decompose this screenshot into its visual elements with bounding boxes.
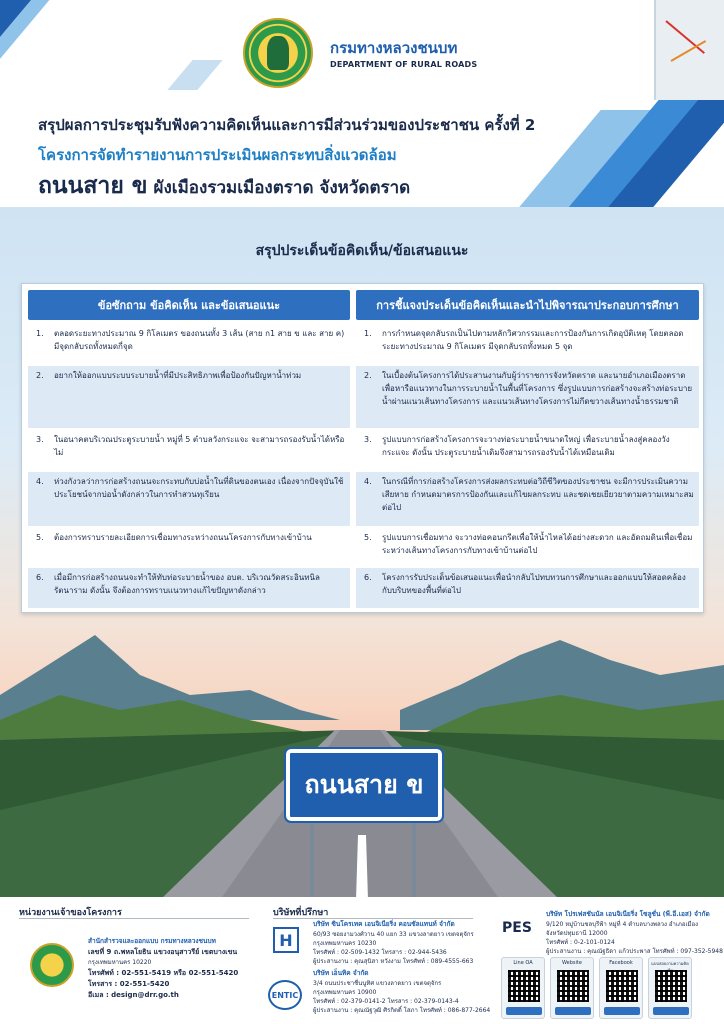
row-number: 6. bbox=[36, 573, 44, 582]
owner-email: อีเมล : design@drr.go.th bbox=[88, 991, 179, 999]
divider bbox=[19, 918, 249, 919]
consultant-1-name: บริษัท ซินโครเทค เอนจิเนียริ่ง คอนซัลแทนท์ จำกัด bbox=[313, 920, 455, 928]
row-number: 4. bbox=[364, 477, 372, 486]
qr-label: Line OA bbox=[513, 960, 533, 966]
header bbox=[0, 0, 724, 207]
row-number: 1. bbox=[364, 329, 372, 338]
comment-text: ในอนาคตบริเวณประตูระบายน้ำ หมู่ที่ 5 ตำบลวังกระแจะ จะสามารถรองรับน้ำได้หรือไม่ bbox=[54, 435, 345, 457]
decor-stripe bbox=[167, 60, 222, 90]
title-line-1: สรุปผลการประชุมรับฟังความคิดเห็นและการมีส่วนร่วมของประชาชน ครั้งที่ 2 bbox=[38, 116, 536, 134]
qr-label: แบบสอบถามความคิด bbox=[651, 961, 689, 966]
consultant-1-address-2: กรุงเทพมหานคร 10230 bbox=[313, 940, 377, 947]
consultant-3-name: บริษัท โปรเฟสชันนัล เอนจิเนียริ่ง โซลูชั่น (พี.อี.เอส) จำกัด bbox=[546, 910, 710, 918]
response-text: การกำหนดจุดกลับรถเป็นไปตามหลักวิศวกรรมและการป้องกันการเกิดอุบัติเหตุ โดยตลอดระยะทางประมาณ 9 กิโลเมตร มีจุดกลับรถทั้งหมด 5 จุด bbox=[382, 329, 684, 351]
entic-logo: ENTIC bbox=[268, 980, 302, 1010]
row-number: 5. bbox=[36, 533, 44, 542]
table-row bbox=[28, 472, 699, 526]
owner-tel: โทรศัพท์ : 02-551-5419 หรือ 02-551-5420 bbox=[88, 969, 239, 977]
drr-seal-logo bbox=[243, 18, 313, 88]
qr-survey[interactable] bbox=[648, 957, 692, 1019]
comment-text: อยากให้ออกแบบระบบระบายน้ำที่มีประสิทธิภาพเพื่อป้องกันปัญหาน้ำท่วม bbox=[54, 371, 302, 380]
row-number: 6. bbox=[364, 573, 372, 582]
col-header-comments: ข้อซักถาม ข้อคิดเห็น และข้อเสนอแนะ bbox=[28, 290, 350, 320]
row-number: 2. bbox=[36, 371, 44, 380]
consultant-title: บริษัทที่ปรึกษา bbox=[273, 908, 329, 918]
response-text: ในเบื้องต้นโครงการได้ประสานงานกับผู้ว่าราชการจังหวัดตราด และนายอำเภอเมืองตราด เพื่อหารือแนวทางในการระบายน้ำในพื้นที่โครงการ ซึ่งรูปแบบการก่อสร้างจะสร้างท่อระบายน้ำผ่านแนวเส้นทางโครงการ และแนวเส้นทางโครงการไม่กีดขวางเส้นทางน้ำธรรมชาติ bbox=[382, 371, 693, 406]
consultant-3-address-2: จังหวัดปทุมธานี 12000 bbox=[546, 930, 608, 937]
table-row bbox=[28, 324, 699, 364]
table-row bbox=[28, 568, 699, 608]
consultant-1-address-1: 60/93 ซอยงามวงศ์วาน 40 แยก 33 แขวงลาดยาว เขตจตุจักร bbox=[313, 931, 474, 938]
title-line-2: โครงการจัดทำรายงานการประเมินผลกระทบสิ่งแวดล้อม bbox=[38, 146, 397, 164]
table-row bbox=[28, 430, 699, 470]
qr-code-icon bbox=[606, 970, 638, 1002]
comment-text: ตลอดระยะทางประมาณ 9 กิโลเมตร ของถนนทั้ง 3 เส้น (สาย ก1 สาย ข และ สาย ค) มีจุดกลับรถทั้งหมดกี่จุด bbox=[54, 329, 345, 351]
dept-name-th: กรมทางหลวงชนบท bbox=[330, 39, 458, 57]
drr-footer-seal-logo bbox=[30, 943, 74, 987]
consultant-2-tel: โทรศัพท์ : 02-379-0141-2 โทรสาร : 02-379-0143-4 bbox=[313, 998, 459, 1005]
row-number: 2. bbox=[364, 371, 372, 380]
qr-code-icon bbox=[557, 970, 589, 1002]
section-title: สรุปประเด็นข้อคิดเห็น/ข้อเสนอแนะ bbox=[255, 243, 469, 259]
qr-code-icon bbox=[655, 970, 687, 1002]
consultant-1-contact: ผู้ประสานงาน : คุณสุนิสา หวังงาม โทรศัพท์ : 089-4555-663 bbox=[313, 958, 474, 965]
row-number: 3. bbox=[364, 435, 372, 444]
owner-title: หน่วยงานเจ้าของโครงการ bbox=[19, 908, 122, 918]
owner-fax: โทรสาร : 02-551-5420 bbox=[88, 980, 170, 988]
consultant-2-address-2: กรุงเทพมหานคร 10900 bbox=[313, 989, 377, 996]
row-number: 1. bbox=[36, 329, 44, 338]
table-row bbox=[28, 366, 699, 428]
owner-name: สำนักสำรวจและออกแบบ กรมทางหลวงชนบท bbox=[88, 937, 216, 945]
consultant-2-name: บริษัท เอ็นทิค จำกัด bbox=[313, 969, 369, 977]
road-sign: ถนนสาย ข bbox=[286, 749, 442, 821]
qr-line-oa[interactable] bbox=[501, 957, 545, 1019]
road-name-title: ถนนสาย ข bbox=[38, 173, 148, 199]
consultant-3-address-1: 9/120 หมู่บ้านชลบุรีฟ้า หมู่ที่ 4 ตำบลบางพลวง อำเภอเมือง bbox=[546, 921, 699, 928]
response-text: รูปแบบการก่อสร้างโครงการจะวางท่อระบายน้ำขนาดใหญ่ เพื่อระบายน้ำลงสู่คลองวังกระแจะ ดังนั้น ประตูระบายน้ำเดิมจึงสามารถรองรับน้ำได้เหมือนเดิม bbox=[382, 435, 670, 457]
owner-address-2: กรุงเทพมหานคร 10220 bbox=[88, 959, 152, 966]
comment-text: ห่วงกังวลว่าการก่อสร้างถนนจะกระทบกับบ่อน้ำในที่ดินของตนเอง เนื่องจากปัจจุบันใช้ประโยชน์จากบ่อน้ำดังกล่าวในการทำสวนทุเรียน bbox=[54, 477, 344, 499]
comment-text: เมื่อมีการก่อสร้างถนนจะทำให้ทับท่อระบายน้ำของ อบต. บริเวณวัดสระอินทนิลรัตนาราม ดังนั้น จึงต้องการทราบแนวทางแก้ไขปัญหาดังกล่าว bbox=[54, 573, 320, 595]
consultant-2-address-1: 3/4 ถนนประชาชื่นนูทิศ แขวงลาดยาว เขตจตุจักร bbox=[313, 980, 442, 987]
row-number: 5. bbox=[364, 533, 372, 542]
location-map bbox=[654, 0, 724, 100]
road-lane-marking bbox=[356, 835, 368, 900]
row-number: 4. bbox=[36, 477, 44, 486]
qr-website[interactable] bbox=[550, 957, 594, 1019]
dept-name-en: DEPARTMENT OF RURAL ROADS bbox=[330, 60, 478, 69]
row-number: 3. bbox=[36, 435, 44, 444]
map-route-line bbox=[665, 20, 705, 54]
response-text: รูปแบบการเชื่อมทาง จะวางท่อคอนกรีตเพื่อให้น้ำไหลได้อย่างสะดวก และอัดถมดินเพื่อเชื่อมระหว่างเส้นทางโครงการกับทางเข้าบ้านต่อไป bbox=[382, 533, 693, 555]
table-row bbox=[28, 528, 699, 566]
comment-text: ต้องการทราบรายละเอียดการเชื่อมทางระหว่างถนนโครงการกับทางเข้าบ้าน bbox=[54, 533, 312, 542]
qr-facebook[interactable] bbox=[599, 957, 643, 1019]
location-subtitle: ผังเมืองรวมเมืองตราด จังหวัดตราด bbox=[153, 178, 411, 198]
synchrotech-logo: H bbox=[273, 927, 299, 953]
qr-code-icon bbox=[508, 970, 540, 1002]
qr-label: Facebook bbox=[609, 960, 633, 966]
consultant-1-tel: โทรศัพท์ : 02-509-1432 โทรสาร : 02-944-5436 bbox=[313, 949, 447, 956]
comments-table bbox=[21, 283, 704, 613]
response-text: โครงการรับประเด็นข้อเสนอแนะเพื่อนำกลับไปทบทวนการศึกษาและออกแบบให้สอดคล้องกับบริบทของพื้นที่ต่อไป bbox=[382, 573, 686, 595]
owner-address-1: เลขที่ 9 ถ.พหลโยธิน แขวงอนุสาวรีย์ เขตบางเขน bbox=[88, 948, 238, 956]
divider bbox=[273, 918, 473, 919]
consultant-3-contact: ผู้ประสานงาน : คุณณัฐธิดา แก้วประพาส โทรศัพท์ : 097-352-5948 bbox=[546, 948, 723, 955]
title-line-3 bbox=[38, 168, 410, 204]
pes-logo: PES bbox=[502, 920, 532, 936]
qr-label: Website bbox=[562, 960, 582, 966]
consultant-3-tel: โทรศัพท์ : 0-2-101-0124 bbox=[546, 939, 615, 946]
response-text: ในกรณีที่การก่อสร้างโครงการส่งผลกระทบต่อวิถีชีวิตของประชาชน จะมีการประเมินความเสียหาย กำหนดมาตรการป้องกันและแก้ไขผลกระทบ และชดเชยเยียวยาตามความเหมาะสมต่อไป bbox=[382, 477, 694, 512]
consultant-2-contact: ผู้ประสานงาน : คุณณัฐวุฒิ ศิรกิตติ์ โสภา โทรศัพท์ : 086-877-2664 bbox=[313, 1007, 491, 1014]
col-header-responses: การชี้แจงประเด็นข้อคิดเห็นและนำไปพิจารณาประกอบการศึกษา bbox=[356, 290, 699, 320]
